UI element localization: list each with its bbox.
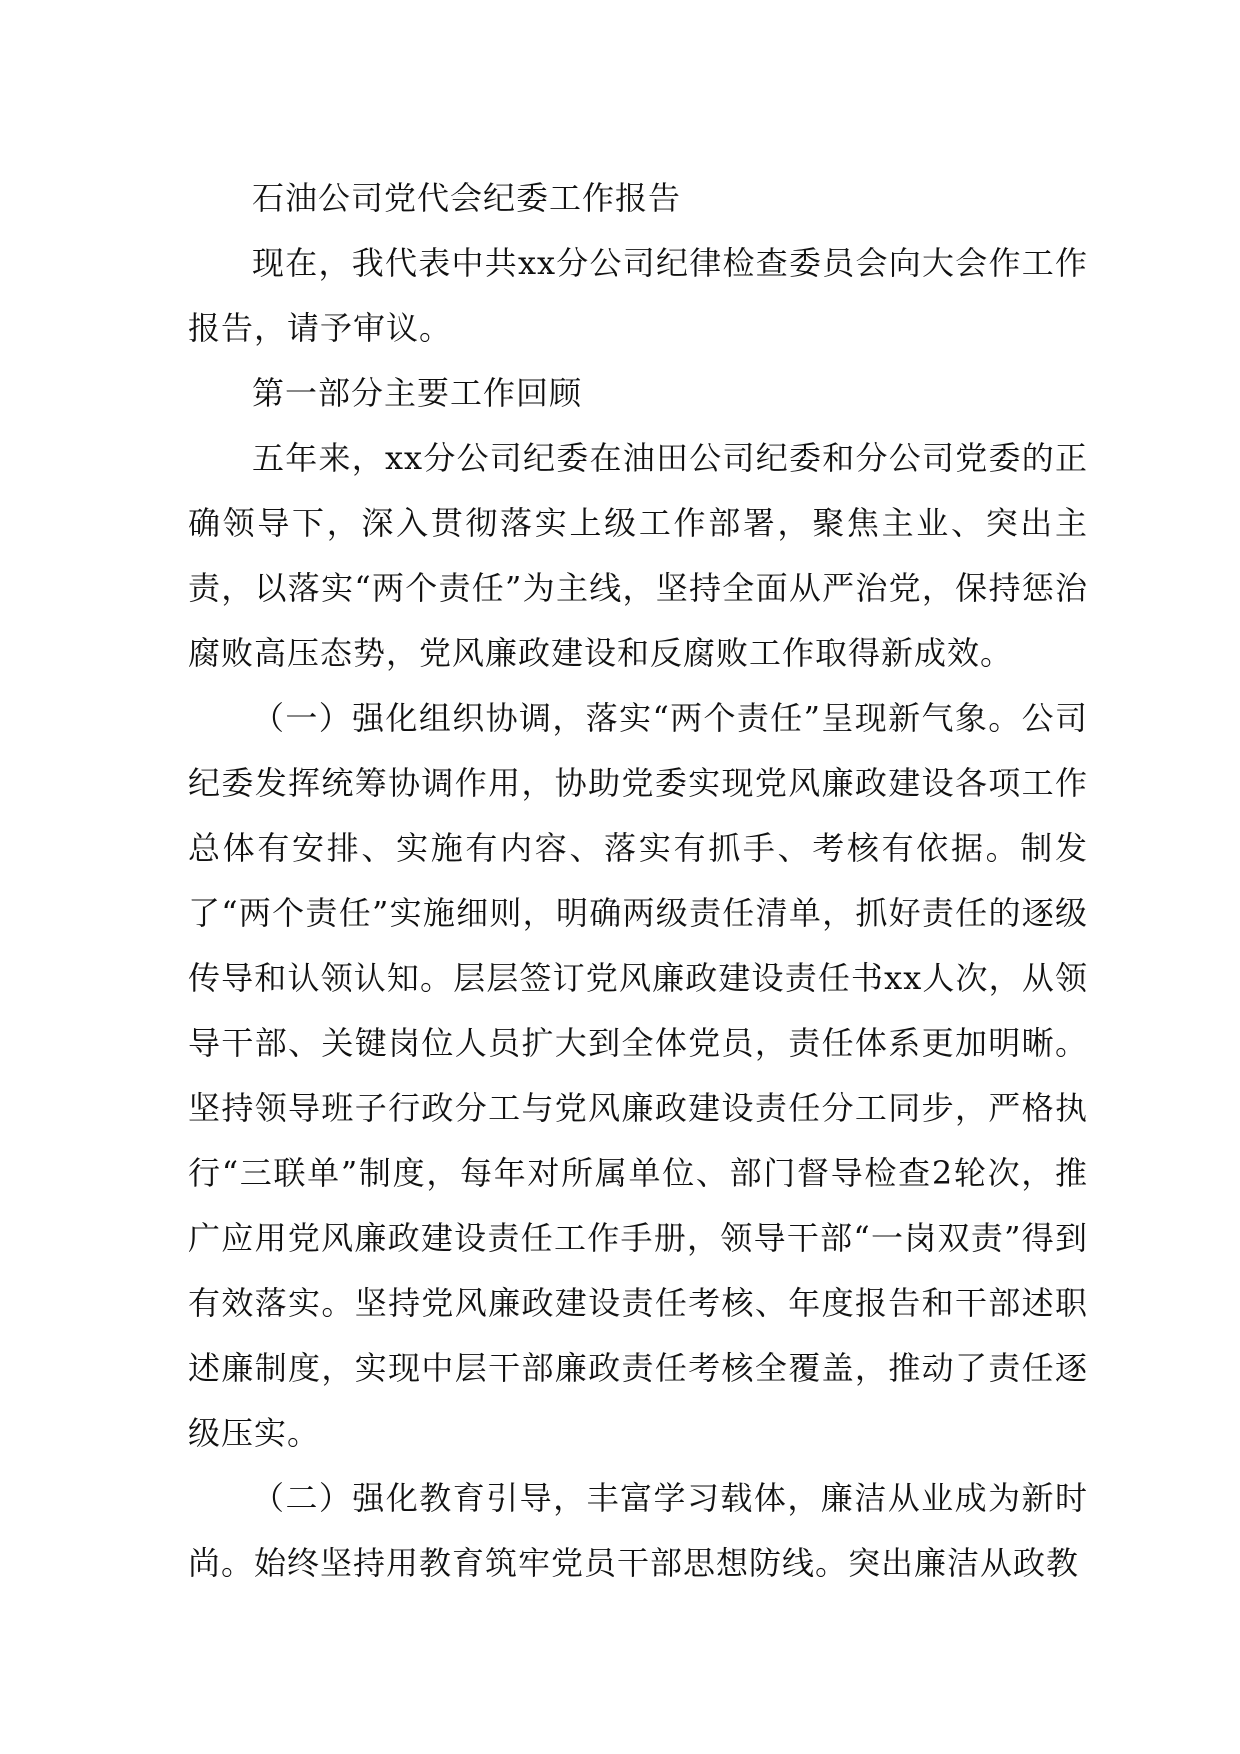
paragraph-section-2: （二）强化教育引导，丰富学习载体，廉洁从业成为新时尚。始终坚持用教育筑牢党员干部思想防线。突出廉洁从政教 <box>188 1479 1088 1582</box>
paragraph-section-1: （一）强化组织协调，落实“两个责任”呈现新气象。公司纪委发挥统筹协调作用，协助党委实现党风廉政建设各项工作总体有安排、实施有内容、落实有抓手、考核有依据。制发了“两个责任”实施细则，明确两级责任清单，抓好责任的逐级传导和认领认知。层层签订党风廉政建设责任书xx人次，从领导干部、关键岗位人员扩大到全体党员，责任体系更加明晰。坚持领导班子行政分工与党风廉政建设责任分工同步，严格执行“三联单”制度，每年对所属单位、部门督导检查2轮次，推广应用党风廉政建设责任工作手册，领导干部“一岗双责”得到有效落实。坚持党风廉政建设责任考核、年度报告和干部述职述廉制度，实现中层干部廉政责任考核全覆盖，推动了责任逐级压实。 <box>188 699 1088 1452</box>
document-body <box>188 166 1088 1596</box>
paragraph-overview: 五年来，xx分公司纪委在油田公司纪委和分公司党委的正确领导下，深入贯彻落实上级工作部署，聚焦主业、突出主责，以落实“两个责任”为主线，坚持全面从严治党，保持惩治腐败高压态势，党风廉政建设和反腐败工作取得新成效。 <box>188 439 1088 672</box>
paragraph-intro: 现在，我代表中共xx分公司纪律检查委员会向大会作工作报告，请予审议。 <box>188 244 1088 347</box>
document-title: 石油公司党代会纪委工作报告 <box>252 179 682 217</box>
section-heading: 第一部分主要工作回顾 <box>252 374 583 412</box>
